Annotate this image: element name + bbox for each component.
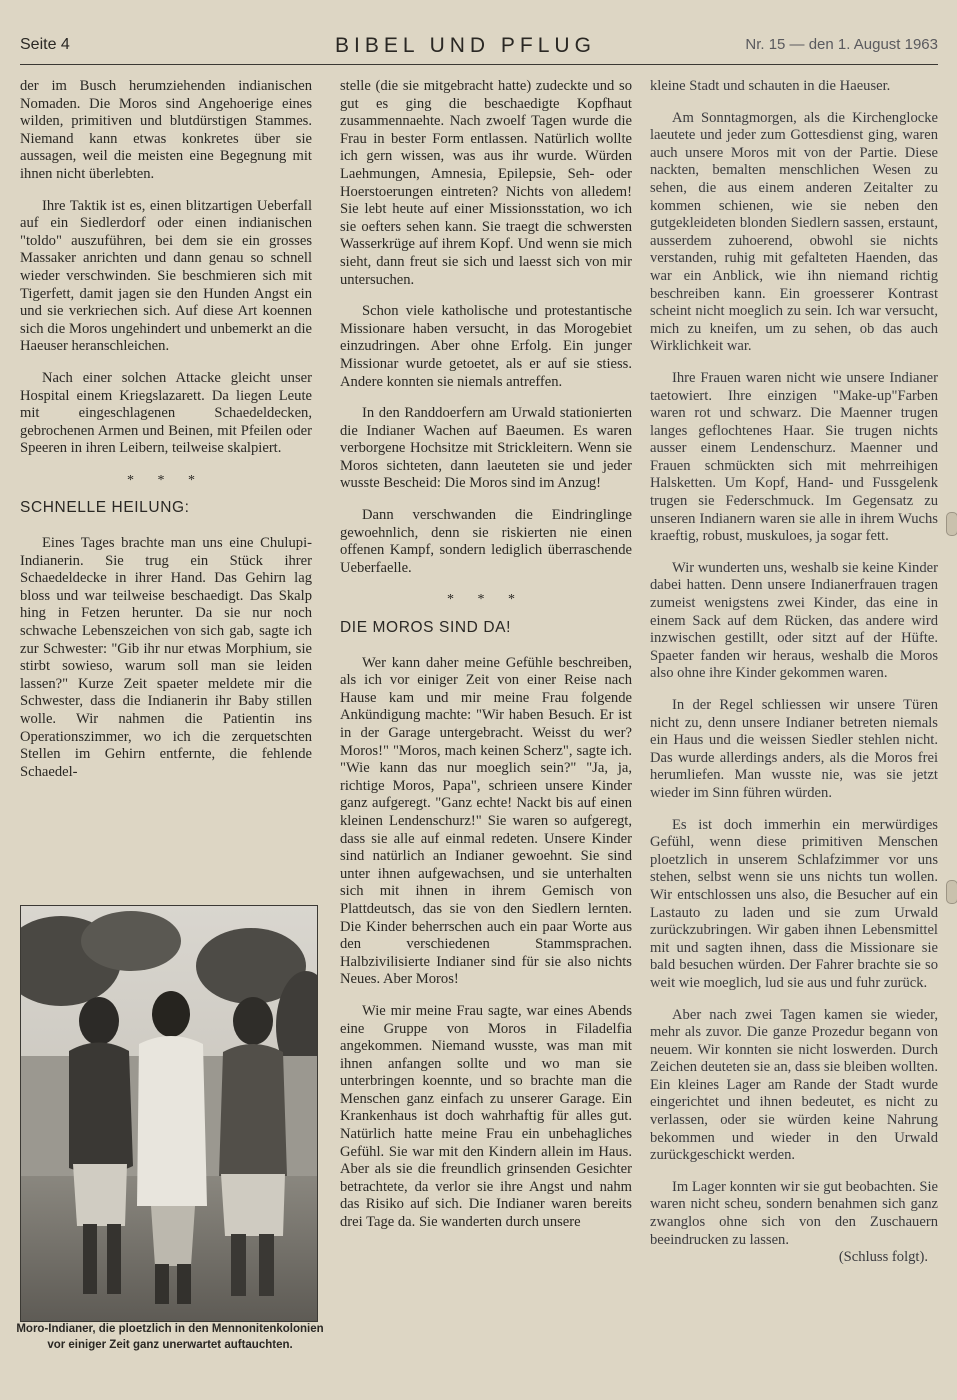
section-heading: DIE MOROS SIND DA! [340,619,511,637]
paragraph: Schon viele katholische und protestantische Missionare haben versucht, in das Morogebiet einzudringen. Aber ohne Erfolg. Ein junger Missionar wurde getoetet, als er auf sie stiess. Andere konnten sie niemals antreffen. [340,303,632,390]
binder-ring [946,512,957,536]
section-separator: * * * [447,592,525,608]
column-2 [340,78,632,1246]
paragraph: In den Randdoerfern am Urwald stationierten die Indianer Wachen auf Baeumen. Es waren verborgene Hochsitze mit Strickleitern. Wenn sie Moros sichteten, dann laeuteten sie und jeder wusste Bescheid: Die Moros sind im Anzug! [340,405,632,492]
binder-ring [946,880,957,904]
section-separator: * * * [127,472,205,488]
paragraph: Ihre Taktik ist es, einen blitzartigen Ueberfall auf ein Siedlerdorf oder einen indianischen "toldo" auszuführen, bei dem sie ein grosses Massaker anrichten und dann genau so schnell wieder verschwinden. Sie beschmieren sich mit Tigerfett, damit jagen sie den Hunden Angst ein und sie verkriechen sich. Auf diese Art koennen sich die Moros ungehindert und unbemerkt an die Haeuser heranschleichen. [20,197,312,355]
paragraph: Aber nach zwei Tagen kamen sie wieder, mehr als zuvor. Die ganze Prozedur begann von neuem. Wir konnten sie nicht loswerden. Durch Zeichen deuteten sie an, dass sie bleiben wollten. Ein kleines Lager am Rande der Stadt wurde eingerichtet und ihnen bedeutet, es nicht zu verlassen, oder sie würden keine Nahrung bekommen und wieder in den Urwald zurückgeschickt werden. [650,1006,938,1164]
photo-image [21,906,317,1321]
continuation-note: (Schluss folgt). [838,1249,928,1266]
paragraph: stelle (die sie mitgebracht hatte) zudeckte und so gut es ging die beschaedigte Kopfhaut zusammennaehte. Nach zwoelf Tagen wurde die Frau in bester Form entlassen. Natürlich wollte ich gern wissen, was aus ihr wurde. Würden Laehmungen, Amnesia, Epilepsie, Seh- oder Hoerstoerungen eintreten? Nichts von alledem! Sie lebt heute auf einer Missionsstation, wo ich sie oefters sehen kann. Sie traegt die schwersten Wasserkrüge auf ihrem Kopf. Und wenn sie mich sieht, dann freut sie sich und laesst sich von mir untersuchen. [340,78,632,288]
issue-date: Nr. 15 — den 1. August 1963 [745,36,938,53]
paragraph: Im Lager konnten wir sie gut beobachten. Sie waren nicht scheu, sondern benahmen sich ganz zwanglos ohne sich von den Zuschauern beeindrucken zu lassen. [650,1178,938,1248]
paragraph: Es ist doch immerhin ein merwürdiges Gefühl, wenn diese primitiven Menschen ploetzlich in unserem Schlafzimmer vor uns stehen, selbst wenn sie uns nichts tun wollen. Wir entschlossen uns also, die Besucher auf ein Lastauto zu laden und sie zum Urwald zurückzubringen. Wir gaben ihnen Lebensmittel mit und sagten ihnen, dass die Missionare sie bald besuchen würden. Der Fahrer brachte sie so weit wie moeglich, lud sie aus und fuhr zurück. [650,816,938,991]
paragraph: Wer kann daher meine Gefühle beschreiben, als ich vor einiger Zeit von einer Reise nach Hause kam und mir meine Frau folgende Ankündigung machte: "Wir haben Besuch. Er ist in der Garage untergebracht. Weisst du wer? Moros!" "Moros, mach keinen Scherz", sagte ich. "Wie kann das nur moeglich sein?" "Ja, ja, richtige Moros, Papa", schrieen unsere Kinder ganz aufgeregt. "Ganz echte! Nackt bis auf einen kleinen Lendenschurz!" Sie waren so aufgeregt, dass sie alle auf einmal redeten. Unsere Kinder sind natürlich an Indianer gewoehnt. Sie sind unter ihnen aufgewachsen, und sie unterhalten sich mit ihnen in ihrem Gemisch von Plattdeutsch, das sie von den Siedlern lernten. Die Kinder beherrschen auch ein paar Worte aus den verschiedenen Stammsprachen. Halbzivilisierte Indianer sind für sie also nichts Neues. Aber Moros! [340,654,632,988]
column-3 [650,78,938,1267]
paragraph: Am Sonntagmorgen, als die Kirchenglocke laeutete und jeder zum Gottesdienst ging, waren auch unsere Moros mit von der Partie. Diese nackten, bemalten menschlichen Wesen zu sehen, die aus einem anderen Zeitalter zu kommen schienen, wie sie neben den gutgekleideten blonden Siedlern sassen, erstaunt, ausserdem zuhoerend, obwohl sie nichts verstanden, ruhig mit gefalteten Haenden, das war ein Anblick, wie ihn niemand richtig beschreiben kann. Ein groesserer Kontrast scheint nicht moeglich zu sein. Ich war versucht, mich zu kneifen, um zu sehen, ob das auch Wirklichkeit war. [650,109,938,355]
page-number: Seite 4 [20,36,70,53]
paragraph: Dann verschwanden die Eindringlinge gewoehnlich, denn sie riskierten nie einen offenen Kampf, sondern lediglich überraschende Ueberfaelle. [340,507,632,576]
paragraph: Wir wunderten uns, weshalb sie keine Kinder dabei hatten. Denn unsere Indianerfrauen tragen zumeist wenigstens zwei Kinder, das eine in einem Sack auf dem Rücken, das andere wird inzwischen gestillt, oder sitzt auf der Hüfte. Spaeter fanden wir heraus, weshalb die Moros also ohne ihre Kinder gekommen waren. [650,559,938,682]
paragraph: Nach einer solchen Attacke gleicht unser Hospital einem Kriegslazarett. Da liegen Leute mit eingeschlagenen Schaedeldecken, gebrochenen Armen und Beinen, mit Pfeilen oder Speeren in ihren Leibern, teilweise skalpiert. [20,369,312,457]
section-heading: SCHNELLE HEILUNG: [20,499,190,517]
photo-moro-indians [20,905,318,1322]
paragraph: Eines Tages brachte man uns eine Chulupi-Indianerin. Sie trug ein Stück ihrer Schaedeldecke in ihrer Hand. Das Gehirn lag bloss und war teilweise beschaedigt. Das Skalp hing in Fetzen herunter. Da sie nur noch schwache Lebenszeichen von sich gab, sagte ich zur Schwester: "Gib ihr nur etwas Morphium, sie stirbt sowieso, warum soll man sie leiden lassen?" Kurze Zeit spaeter meldete mir die Schwester, dass die Indianerin ihr Baby stillen wolle. Wir nahmen die Patientin ins Operationszimmer, wo ich die zerquetschten Stellen im Gehirn entfernte, die fehlende Schaedel- [20,535,312,780]
paragraph: der im Busch herumziehenden indianischen Nomaden. Die Moros sind Angehoerige eines wilden, primitiven und blutdürstigen Stammes. Niemand kann etwas konkretes über sie aussagen, weil die meisten eine Begegnung mit ihnen nicht überlebten. [20,78,312,182]
paragraph: kleine Stadt und schauten in die Haeuser. [650,78,891,94]
newspaper-title: BIBEL UND PFLUG [335,34,596,57]
photo-caption: Moro-Indianer, die ploetzlich in den Mennonitenkolonien vor einiger Zeit ganz unerwartet auftauchten. [16,1323,324,1351]
page-header [20,34,938,65]
paragraph: Ihre Frauen waren nicht wie unsere Indianer taetowiert. Ihre einzigen "Make-up"Farben waren rot und schwarz. Die Maenner trugen langes geflochtenes Haar. Sie trugen nichts ausser einem Lendenschurz. Maenner und Frauen schmückten sich mit mehrreihigen Halsketten. Um Kopf, Hand- und Fussgelenk trugen sie Federschmuck. Im Gegensatz zu unseren Indianern waren sie alle in ihrem Wuchs kraeftig, robust, muskuloes, ja sogar fett. [650,369,938,545]
paragraph: In der Regel schliessen wir unsere Türen nicht zu, denn unsere Indianer betreten niemals ein Haus und die weissen Siedler stehlen nicht. Das wurde allerdings anders, als die Moros frei herumliefen. Man wusste nie, was sie jetzt wieder im Sinn führen würden. [650,697,938,801]
column-1 [20,78,312,795]
paragraph: Wie mir meine Frau sagte, war eines Abends eine Gruppe von Moros in Filadelfia angekommen. Niemand wusste, was man mit ihnen anfangen sollte und wo man sie unterbringen koennte, und so brachte man die Menschen ganz einfach zu unserer Garage. Ein Krankenhaus ist doch wahrhaftig für alles gut. Natürlich hatte meine Frau ein unbehagliches Gefühl. Sie war mit den Kindern allein im Haus. Aber als sie die freundlich grinsenden Gesichter betrachtete, da verlor sie ihre Angst und nahm das Risiko auf sich. Die Indianer waren bereits drei Tage da. Sie wanderten durch unsere [340,1002,632,1231]
